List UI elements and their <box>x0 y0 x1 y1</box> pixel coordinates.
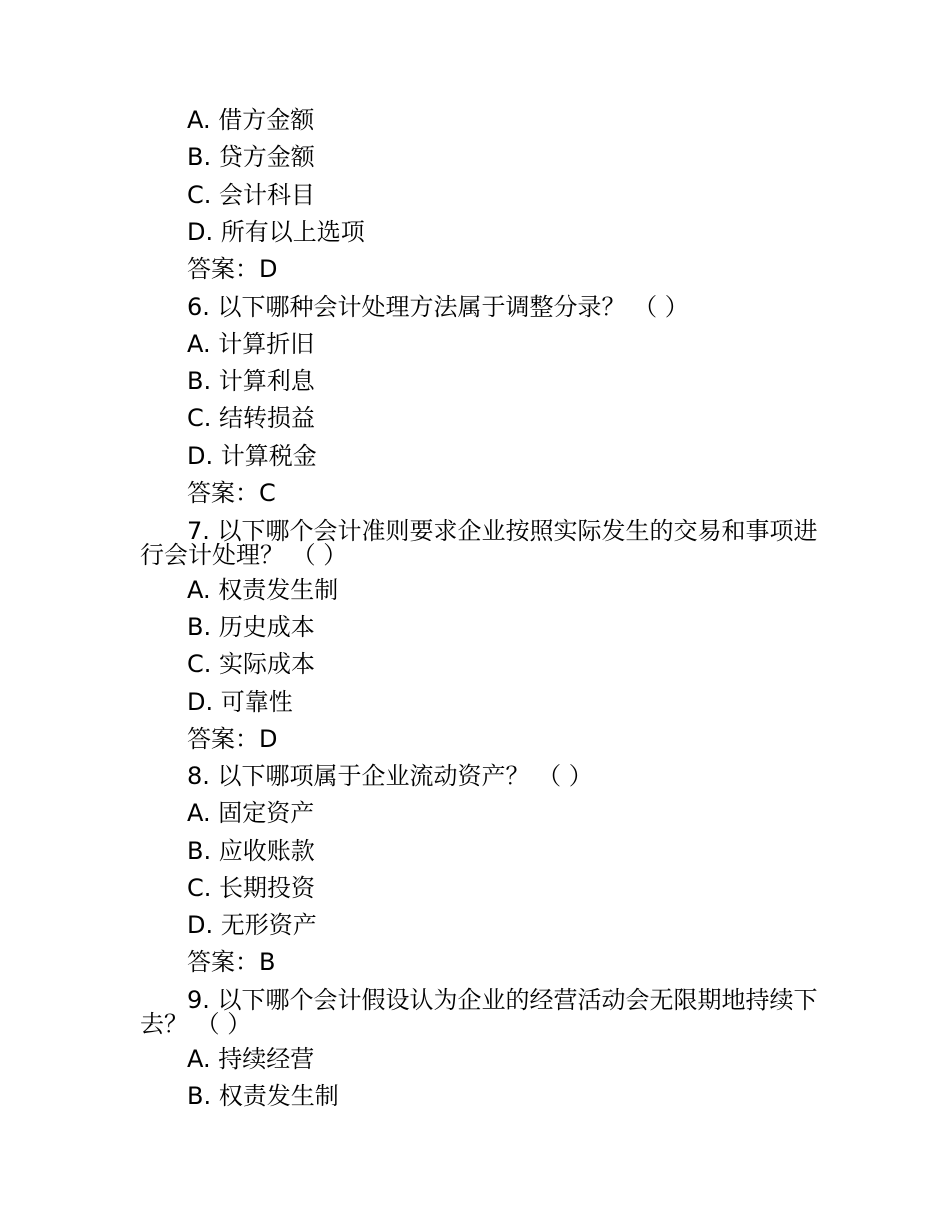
option-a: A. 权责发生制 <box>187 576 339 604</box>
option-b: B. 权责发生制 <box>187 1082 339 1110</box>
question-8: 8. 以下哪项属于企业流动资产？ （ ） <box>187 762 593 790</box>
option-c: C. 长期投资 <box>187 874 316 902</box>
option-c: C. 实际成本 <box>187 650 316 678</box>
option-c: C. 结转损益 <box>187 404 316 432</box>
answer: 答案：D <box>187 725 278 753</box>
answer: 答案：C <box>187 479 276 507</box>
option-a: A. 持续经营 <box>187 1045 315 1073</box>
option-c: C. 会计科目 <box>187 181 316 209</box>
option-d: D. 可靠性 <box>187 688 293 716</box>
question-6: 6. 以下哪种会计处理方法属于调整分录？ （ ） <box>187 293 689 321</box>
option-b: B. 历史成本 <box>187 613 315 641</box>
option-d: D. 计算税金 <box>187 442 317 470</box>
question-7: 7. 以下哪个会计准则要求企业按照实际发生的交易和事项进行会计处理？ （ ） <box>140 517 818 569</box>
option-d: D. 所有以上选项 <box>187 218 365 246</box>
option-b: B. 应收账款 <box>187 837 315 865</box>
option-a: A. 固定资产 <box>187 799 315 827</box>
option-b: B. 计算利息 <box>187 367 315 395</box>
answer: 答案：B <box>187 948 276 976</box>
answer: 答案：D <box>187 255 278 283</box>
option-a: A. 借方金额 <box>187 106 315 134</box>
option-b: B. 贷方金额 <box>187 143 315 171</box>
option-a: A. 计算折旧 <box>187 330 315 358</box>
question-9: 9. 以下哪个会计假设认为企业的经营活动会无限期地持续下去？ （ ） <box>140 986 818 1038</box>
option-d: D. 无形资产 <box>187 911 317 939</box>
